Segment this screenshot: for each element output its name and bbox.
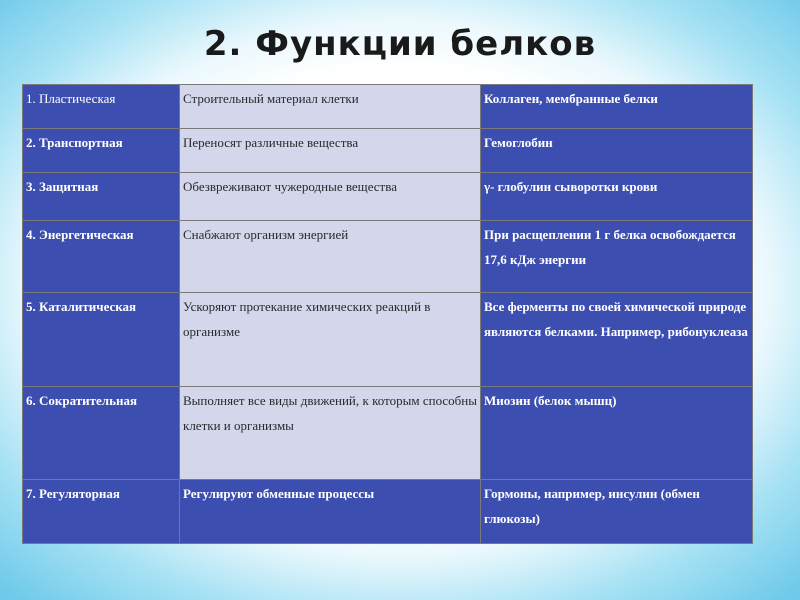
table-row xyxy=(23,480,753,544)
function-name: 2. Транспортная xyxy=(23,129,180,173)
function-name: 7. Регуляторная xyxy=(23,480,180,544)
table-row xyxy=(23,173,753,221)
table-row xyxy=(23,221,753,293)
function-description: Переносят различные вещества xyxy=(180,129,481,173)
function-example: Миозин (белок мышц) xyxy=(481,387,753,480)
function-description: Снабжают организм энергией xyxy=(180,221,481,293)
function-example: γ- глобулин сыворотки крови xyxy=(481,173,753,221)
table-row xyxy=(23,85,753,129)
function-example: При расщеплении 1 г белка освобождается 17,6 кДж энергии xyxy=(481,221,753,293)
table-row xyxy=(23,387,753,480)
table-row xyxy=(23,293,753,387)
slide-title: 2. Функции белков xyxy=(203,24,597,64)
function-name: 6. Сократительная xyxy=(23,387,180,480)
function-description: Регулируют обменные процессы xyxy=(180,480,481,544)
protein-functions-table xyxy=(22,84,753,544)
function-name: 1. Пластическая xyxy=(23,85,180,129)
function-description: Обезвреживают чужеродные вещества xyxy=(180,173,481,221)
function-example: Гормоны, например, инсулин (обмен глюкозы) xyxy=(481,480,753,544)
function-example: Коллаген, мембранные белки xyxy=(481,85,753,129)
function-name: 3. Защитная xyxy=(23,173,180,221)
table-row xyxy=(23,129,753,173)
function-example: Гемоглобин xyxy=(481,129,753,173)
function-example: Все ферменты по своей химической природе являются белками. Например, рибонуклеаза xyxy=(481,293,753,387)
function-description: Строительный материал клетки xyxy=(180,85,481,129)
function-name: 4. Энергетическая xyxy=(23,221,180,293)
function-description: Ускоряют протекание химических реакций в организме xyxy=(180,293,481,387)
function-description: Выполняет все виды движений, к которым способны клетки и организмы xyxy=(180,387,481,480)
function-name: 5. Каталитическая xyxy=(23,293,180,387)
